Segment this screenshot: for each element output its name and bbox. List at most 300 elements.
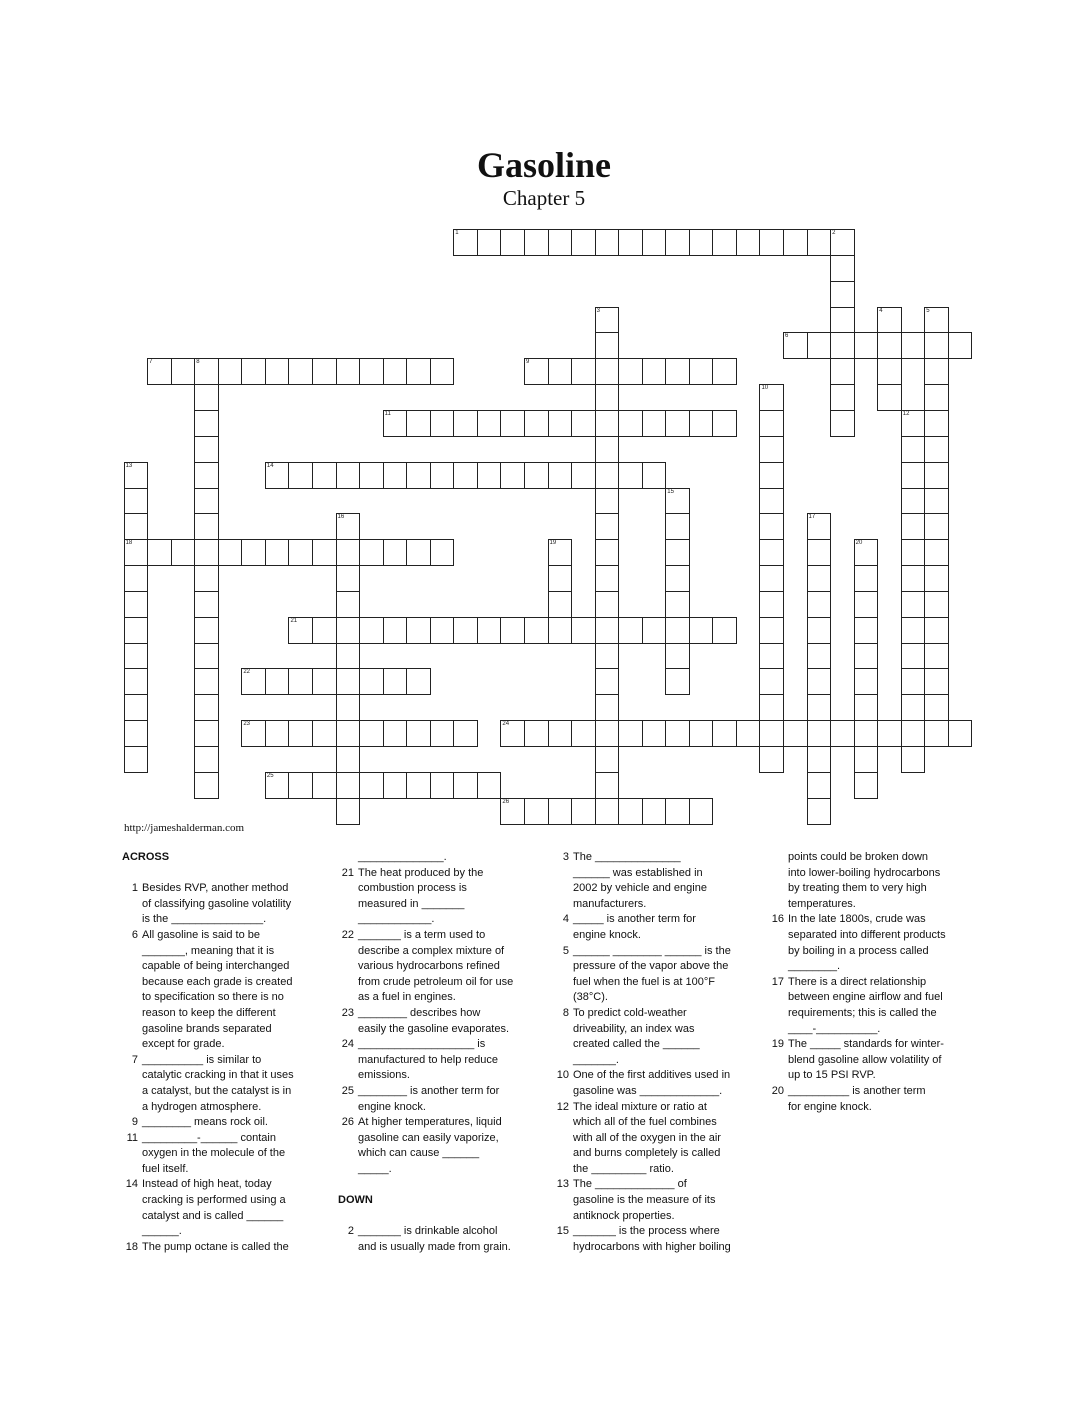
grid-cell[interactable] (689, 358, 714, 385)
grid-cell[interactable] (665, 358, 690, 385)
grid-cell[interactable] (595, 591, 620, 618)
grid-cell[interactable] (830, 384, 855, 411)
grid-cell[interactable] (901, 488, 926, 515)
grid-cell[interactable] (124, 668, 149, 695)
grid-cell[interactable] (712, 229, 737, 256)
grid-cell[interactable] (312, 617, 337, 644)
grid-cell[interactable] (194, 720, 219, 747)
grid-cell[interactable] (218, 539, 243, 566)
grid-cell[interactable] (924, 617, 949, 644)
grid-cell[interactable] (689, 617, 714, 644)
grid-cell[interactable] (194, 746, 219, 773)
grid-cell[interactable] (924, 462, 949, 489)
grid-cell[interactable] (406, 668, 431, 695)
grid-cell[interactable] (524, 798, 549, 825)
grid-cell[interactable] (642, 462, 667, 489)
grid-cell[interactable] (854, 720, 879, 747)
grid-cell[interactable] (336, 513, 361, 540)
grid-cell[interactable] (265, 539, 290, 566)
grid-cell[interactable] (901, 694, 926, 721)
grid-cell[interactable] (877, 358, 902, 385)
grid-cell[interactable] (948, 720, 973, 747)
grid-cell[interactable] (218, 358, 243, 385)
grid-cell[interactable] (807, 643, 832, 670)
grid-cell[interactable] (171, 539, 196, 566)
grid-cell[interactable] (359, 668, 384, 695)
grid-cell[interactable] (924, 565, 949, 592)
grid-cell[interactable] (901, 539, 926, 566)
grid-cell[interactable] (807, 746, 832, 773)
grid-cell[interactable] (336, 746, 361, 773)
grid-cell[interactable] (830, 281, 855, 308)
clue-text-line: ________. (788, 960, 840, 973)
grid-cell[interactable] (618, 358, 643, 385)
grid-cell[interactable] (500, 720, 525, 747)
grid-cell[interactable] (406, 358, 431, 385)
grid-cell[interactable] (924, 539, 949, 566)
grid-cell[interactable] (759, 617, 784, 644)
grid-cell[interactable] (336, 539, 361, 566)
grid-cell[interactable] (665, 591, 690, 618)
grid-cell[interactable] (477, 410, 502, 437)
grid-cell[interactable] (759, 643, 784, 670)
grid-cell[interactable] (807, 772, 832, 799)
grid-cell[interactable] (924, 410, 949, 437)
grid-cell[interactable] (406, 617, 431, 644)
grid-cell[interactable] (359, 720, 384, 747)
grid-cell[interactable] (877, 307, 902, 334)
grid-cell[interactable] (830, 358, 855, 385)
grid-cell[interactable] (736, 229, 761, 256)
grid-cell[interactable] (924, 436, 949, 463)
clue-number: 14 (125, 1178, 138, 1191)
grid-cell[interactable] (194, 565, 219, 592)
grid-cell[interactable] (736, 720, 761, 747)
grid-cell[interactable] (265, 772, 290, 799)
grid-cell[interactable] (312, 358, 337, 385)
grid-cell[interactable] (595, 772, 620, 799)
grid-cell[interactable] (500, 410, 525, 437)
grid-cell[interactable] (336, 462, 361, 489)
grid-cell[interactable] (430, 617, 455, 644)
grid-cell[interactable] (171, 358, 196, 385)
grid-cell[interactable] (595, 694, 620, 721)
grid-cell[interactable] (430, 539, 455, 566)
grid-cell[interactable] (336, 591, 361, 618)
grid-cell[interactable] (383, 617, 408, 644)
grid-cell[interactable] (383, 539, 408, 566)
grid-cell[interactable] (241, 539, 266, 566)
grid-cell[interactable] (595, 746, 620, 773)
grid-cell[interactable] (548, 798, 573, 825)
grid-cell[interactable] (783, 332, 808, 359)
grid-cell[interactable] (336, 358, 361, 385)
grid-cell[interactable] (477, 772, 502, 799)
grid-cell[interactable] (194, 772, 219, 799)
grid-cell[interactable] (595, 539, 620, 566)
grid-cell[interactable] (665, 488, 690, 515)
grid-cell[interactable] (807, 798, 832, 825)
grid-cell[interactable] (124, 720, 149, 747)
grid-cell[interactable] (759, 668, 784, 695)
grid-cell[interactable] (924, 591, 949, 618)
grid-cell[interactable] (406, 539, 431, 566)
grid-cell[interactable] (595, 643, 620, 670)
grid-cell[interactable] (665, 229, 690, 256)
grid-cell[interactable] (924, 720, 949, 747)
grid-cell[interactable] (194, 358, 219, 385)
grid-cell[interactable] (595, 720, 620, 747)
grid-cell[interactable] (595, 307, 620, 334)
grid-cell[interactable] (665, 720, 690, 747)
grid-cell[interactable] (924, 488, 949, 515)
grid-cell[interactable] (336, 565, 361, 592)
grid-cell[interactable] (901, 617, 926, 644)
grid-cell[interactable] (901, 591, 926, 618)
grid-cell[interactable] (500, 798, 525, 825)
grid-cell[interactable] (500, 229, 525, 256)
grid-cell[interactable] (665, 798, 690, 825)
grid-cell[interactable] (147, 358, 172, 385)
grid-cell[interactable] (901, 436, 926, 463)
grid-cell[interactable] (359, 772, 384, 799)
grid-cell[interactable] (571, 720, 596, 747)
grid-cell[interactable] (124, 488, 149, 515)
grid-cell[interactable] (595, 384, 620, 411)
grid-cell[interactable] (595, 513, 620, 540)
grid-cell[interactable] (759, 436, 784, 463)
grid-cell[interactable] (807, 332, 832, 359)
grid-cell[interactable] (595, 565, 620, 592)
grid-cell[interactable] (712, 617, 737, 644)
grid-cell[interactable] (924, 643, 949, 670)
grid-cell[interactable] (265, 668, 290, 695)
grid-cell[interactable] (241, 668, 266, 695)
grid-cell[interactable] (406, 772, 431, 799)
grid-cell[interactable] (336, 668, 361, 695)
grid-cell[interactable] (689, 410, 714, 437)
grid-cell[interactable] (124, 746, 149, 773)
grid-cell[interactable] (571, 410, 596, 437)
grid-cell[interactable] (759, 565, 784, 592)
grid-cell[interactable] (665, 565, 690, 592)
grid-cell[interactable] (383, 462, 408, 489)
grid-cell[interactable] (194, 462, 219, 489)
grid-cell[interactable] (194, 513, 219, 540)
grid-cell[interactable] (453, 462, 478, 489)
grid-cell[interactable] (288, 772, 313, 799)
grid-cell[interactable] (665, 643, 690, 670)
grid-cell[interactable] (430, 772, 455, 799)
grid-cell[interactable] (406, 720, 431, 747)
grid-cell[interactable] (618, 798, 643, 825)
grid-cell[interactable] (759, 694, 784, 721)
grid-cell[interactable] (500, 462, 525, 489)
grid-cell[interactable] (618, 720, 643, 747)
grid-cell[interactable] (453, 229, 478, 256)
grid-cell[interactable] (571, 798, 596, 825)
grid-cell[interactable] (595, 617, 620, 644)
grid-cell[interactable] (901, 410, 926, 437)
grid-cell[interactable] (712, 410, 737, 437)
grid-cell[interactable] (901, 462, 926, 489)
grid-cell[interactable] (924, 668, 949, 695)
grid-cell[interactable] (595, 488, 620, 515)
grid-cell[interactable] (901, 643, 926, 670)
grid-cell[interactable] (807, 720, 832, 747)
grid-cell[interactable] (877, 384, 902, 411)
grid-cell[interactable] (194, 617, 219, 644)
grid-cell[interactable] (548, 462, 573, 489)
grid-cell[interactable] (383, 358, 408, 385)
grid-cell[interactable] (548, 617, 573, 644)
grid-cell[interactable] (901, 668, 926, 695)
grid-cell[interactable] (453, 772, 478, 799)
grid-cell[interactable] (807, 694, 832, 721)
grid-cell[interactable] (807, 539, 832, 566)
grid-cell[interactable] (830, 307, 855, 334)
grid-cell[interactable] (336, 772, 361, 799)
grid-cell[interactable] (194, 694, 219, 721)
grid-cell[interactable] (807, 591, 832, 618)
grid-cell[interactable] (477, 462, 502, 489)
grid-cell[interactable] (689, 720, 714, 747)
grid-cell[interactable] (194, 591, 219, 618)
grid-cell[interactable] (642, 358, 667, 385)
grid-cell[interactable] (430, 720, 455, 747)
grid-cell[interactable] (807, 565, 832, 592)
grid-cell[interactable] (124, 694, 149, 721)
grid-cell[interactable] (336, 617, 361, 644)
grid-cell[interactable] (759, 720, 784, 747)
grid-cell[interactable] (571, 229, 596, 256)
grid-cell[interactable] (312, 539, 337, 566)
grid-cell[interactable] (194, 488, 219, 515)
grid-cell[interactable] (359, 358, 384, 385)
grid-cell[interactable] (430, 410, 455, 437)
grid-cell[interactable] (595, 410, 620, 437)
grid-cell[interactable] (854, 617, 879, 644)
grid-cell[interactable] (830, 255, 855, 282)
grid-cell[interactable] (948, 332, 973, 359)
grid-cell[interactable] (642, 798, 667, 825)
grid-cell[interactable] (595, 332, 620, 359)
grid-cell[interactable] (901, 746, 926, 773)
clue-text-line: The ideal mixture or ratio at (573, 1100, 707, 1113)
grid-cell[interactable] (759, 513, 784, 540)
grid-cell[interactable] (901, 565, 926, 592)
grid-cell[interactable] (265, 462, 290, 489)
grid-cell[interactable] (312, 462, 337, 489)
grid-cell[interactable] (595, 358, 620, 385)
grid-cell[interactable] (548, 539, 573, 566)
grid-cell[interactable] (807, 513, 832, 540)
grid-cell[interactable] (383, 772, 408, 799)
grid-cell[interactable] (854, 565, 879, 592)
grid-cell[interactable] (500, 617, 525, 644)
grid-cell[interactable] (759, 384, 784, 411)
grid-cell[interactable] (854, 332, 879, 359)
grid-cell[interactable] (830, 229, 855, 256)
grid-cell[interactable] (383, 410, 408, 437)
grid-cell[interactable] (759, 746, 784, 773)
grid-cell[interactable] (924, 694, 949, 721)
grid-cell[interactable] (241, 358, 266, 385)
grid-cell[interactable] (477, 617, 502, 644)
grid-cell[interactable] (124, 591, 149, 618)
grid-cell[interactable] (288, 462, 313, 489)
grid-cell[interactable] (712, 720, 737, 747)
grid-cell[interactable] (524, 229, 549, 256)
grid-cell[interactable] (312, 668, 337, 695)
grid-cell[interactable] (854, 668, 879, 695)
grid-cell[interactable] (807, 617, 832, 644)
grid-cell[interactable] (783, 229, 808, 256)
grid-cell[interactable] (759, 462, 784, 489)
grid-cell[interactable] (759, 539, 784, 566)
grid-cell[interactable] (359, 462, 384, 489)
grid-cell[interactable] (924, 358, 949, 385)
grid-cell[interactable] (124, 617, 149, 644)
grid-cell[interactable] (524, 720, 549, 747)
grid-cell[interactable] (689, 798, 714, 825)
grid-cell[interactable] (642, 617, 667, 644)
grid-cell[interactable] (571, 617, 596, 644)
grid-cell[interactable] (854, 694, 879, 721)
grid-cell[interactable] (595, 668, 620, 695)
grid-cell[interactable] (406, 462, 431, 489)
grid-cell[interactable] (124, 539, 149, 566)
grid-cell[interactable] (524, 410, 549, 437)
grid-cell[interactable] (147, 539, 172, 566)
grid-cell[interactable] (665, 668, 690, 695)
grid-cell[interactable] (854, 772, 879, 799)
grid-cell[interactable] (124, 565, 149, 592)
grid-cell[interactable] (665, 539, 690, 566)
grid-cell[interactable] (924, 513, 949, 540)
grid-cell[interactable] (548, 358, 573, 385)
grid-cell[interactable] (595, 229, 620, 256)
grid-cell[interactable] (383, 720, 408, 747)
grid-cell[interactable] (265, 720, 290, 747)
grid-cell[interactable] (807, 229, 832, 256)
grid-cell[interactable] (759, 488, 784, 515)
grid-cell[interactable] (854, 746, 879, 773)
grid-cell[interactable] (830, 332, 855, 359)
grid-cell[interactable] (453, 720, 478, 747)
grid-cell[interactable] (783, 720, 808, 747)
grid-cell[interactable] (265, 358, 290, 385)
grid-cell[interactable] (618, 229, 643, 256)
grid-cell[interactable] (524, 358, 549, 385)
grid-cell[interactable] (406, 410, 431, 437)
grid-cell[interactable] (901, 513, 926, 540)
grid-cell[interactable] (383, 668, 408, 695)
grid-cell[interactable] (618, 617, 643, 644)
grid-cell[interactable] (571, 358, 596, 385)
grid-cell[interactable] (288, 539, 313, 566)
grid-cell[interactable] (194, 539, 219, 566)
grid-cell[interactable] (807, 668, 832, 695)
grid-cell[interactable] (477, 229, 502, 256)
grid-cell[interactable] (759, 410, 784, 437)
grid-cell[interactable] (288, 617, 313, 644)
grid-cell[interactable] (548, 591, 573, 618)
grid-cell[interactable] (689, 229, 714, 256)
grid-cell[interactable] (194, 410, 219, 437)
grid-cell[interactable] (924, 332, 949, 359)
grid-cell[interactable] (312, 720, 337, 747)
grid-cell[interactable] (924, 307, 949, 334)
grid-cell[interactable] (571, 462, 596, 489)
grid-cell[interactable] (595, 462, 620, 489)
grid-cell[interactable] (359, 617, 384, 644)
grid-cell[interactable] (924, 384, 949, 411)
grid-cell[interactable] (430, 462, 455, 489)
grid-cell[interactable] (336, 694, 361, 721)
grid-cell[interactable] (548, 410, 573, 437)
grid-cell[interactable] (124, 643, 149, 670)
grid-cell[interactable] (854, 643, 879, 670)
grid-cell[interactable] (642, 410, 667, 437)
grid-cell[interactable] (759, 591, 784, 618)
grid-cell[interactable] (759, 229, 784, 256)
grid-cell[interactable] (194, 668, 219, 695)
grid-cell[interactable] (194, 384, 219, 411)
grid-cell[interactable] (712, 358, 737, 385)
grid-cell[interactable] (336, 798, 361, 825)
grid-cell[interactable] (288, 720, 313, 747)
grid-cell[interactable] (877, 720, 902, 747)
grid-cell[interactable] (194, 436, 219, 463)
grid-cell[interactable] (524, 617, 549, 644)
grid-cell[interactable] (665, 617, 690, 644)
grid-cell[interactable] (877, 332, 902, 359)
grid-cell[interactable] (524, 462, 549, 489)
grid-cell[interactable] (830, 720, 855, 747)
grid-cell[interactable] (642, 229, 667, 256)
grid-cell[interactable] (548, 720, 573, 747)
grid-cell[interactable] (124, 513, 149, 540)
grid-cell[interactable] (665, 513, 690, 540)
grid-cell[interactable] (618, 410, 643, 437)
grid-cell[interactable] (288, 668, 313, 695)
grid-cell[interactable] (595, 798, 620, 825)
grid-cell[interactable] (241, 720, 266, 747)
grid-cell[interactable] (453, 617, 478, 644)
grid-cell[interactable] (453, 410, 478, 437)
grid-cell[interactable] (124, 462, 149, 489)
grid-cell[interactable] (548, 229, 573, 256)
grid-cell[interactable] (618, 462, 643, 489)
grid-cell[interactable] (359, 539, 384, 566)
grid-cell[interactable] (312, 772, 337, 799)
grid-cell[interactable] (430, 358, 455, 385)
grid-cell[interactable] (336, 720, 361, 747)
grid-cell[interactable] (595, 436, 620, 463)
grid-cell[interactable] (901, 720, 926, 747)
grid-cell[interactable] (830, 410, 855, 437)
grid-cell[interactable] (665, 410, 690, 437)
grid-cell[interactable] (642, 720, 667, 747)
grid-cell[interactable] (194, 643, 219, 670)
grid-cell[interactable] (336, 643, 361, 670)
grid-cell[interactable] (288, 358, 313, 385)
grid-cell[interactable] (854, 539, 879, 566)
grid-cell[interactable] (548, 565, 573, 592)
grid-cell[interactable] (854, 591, 879, 618)
grid-cell[interactable] (901, 332, 926, 359)
